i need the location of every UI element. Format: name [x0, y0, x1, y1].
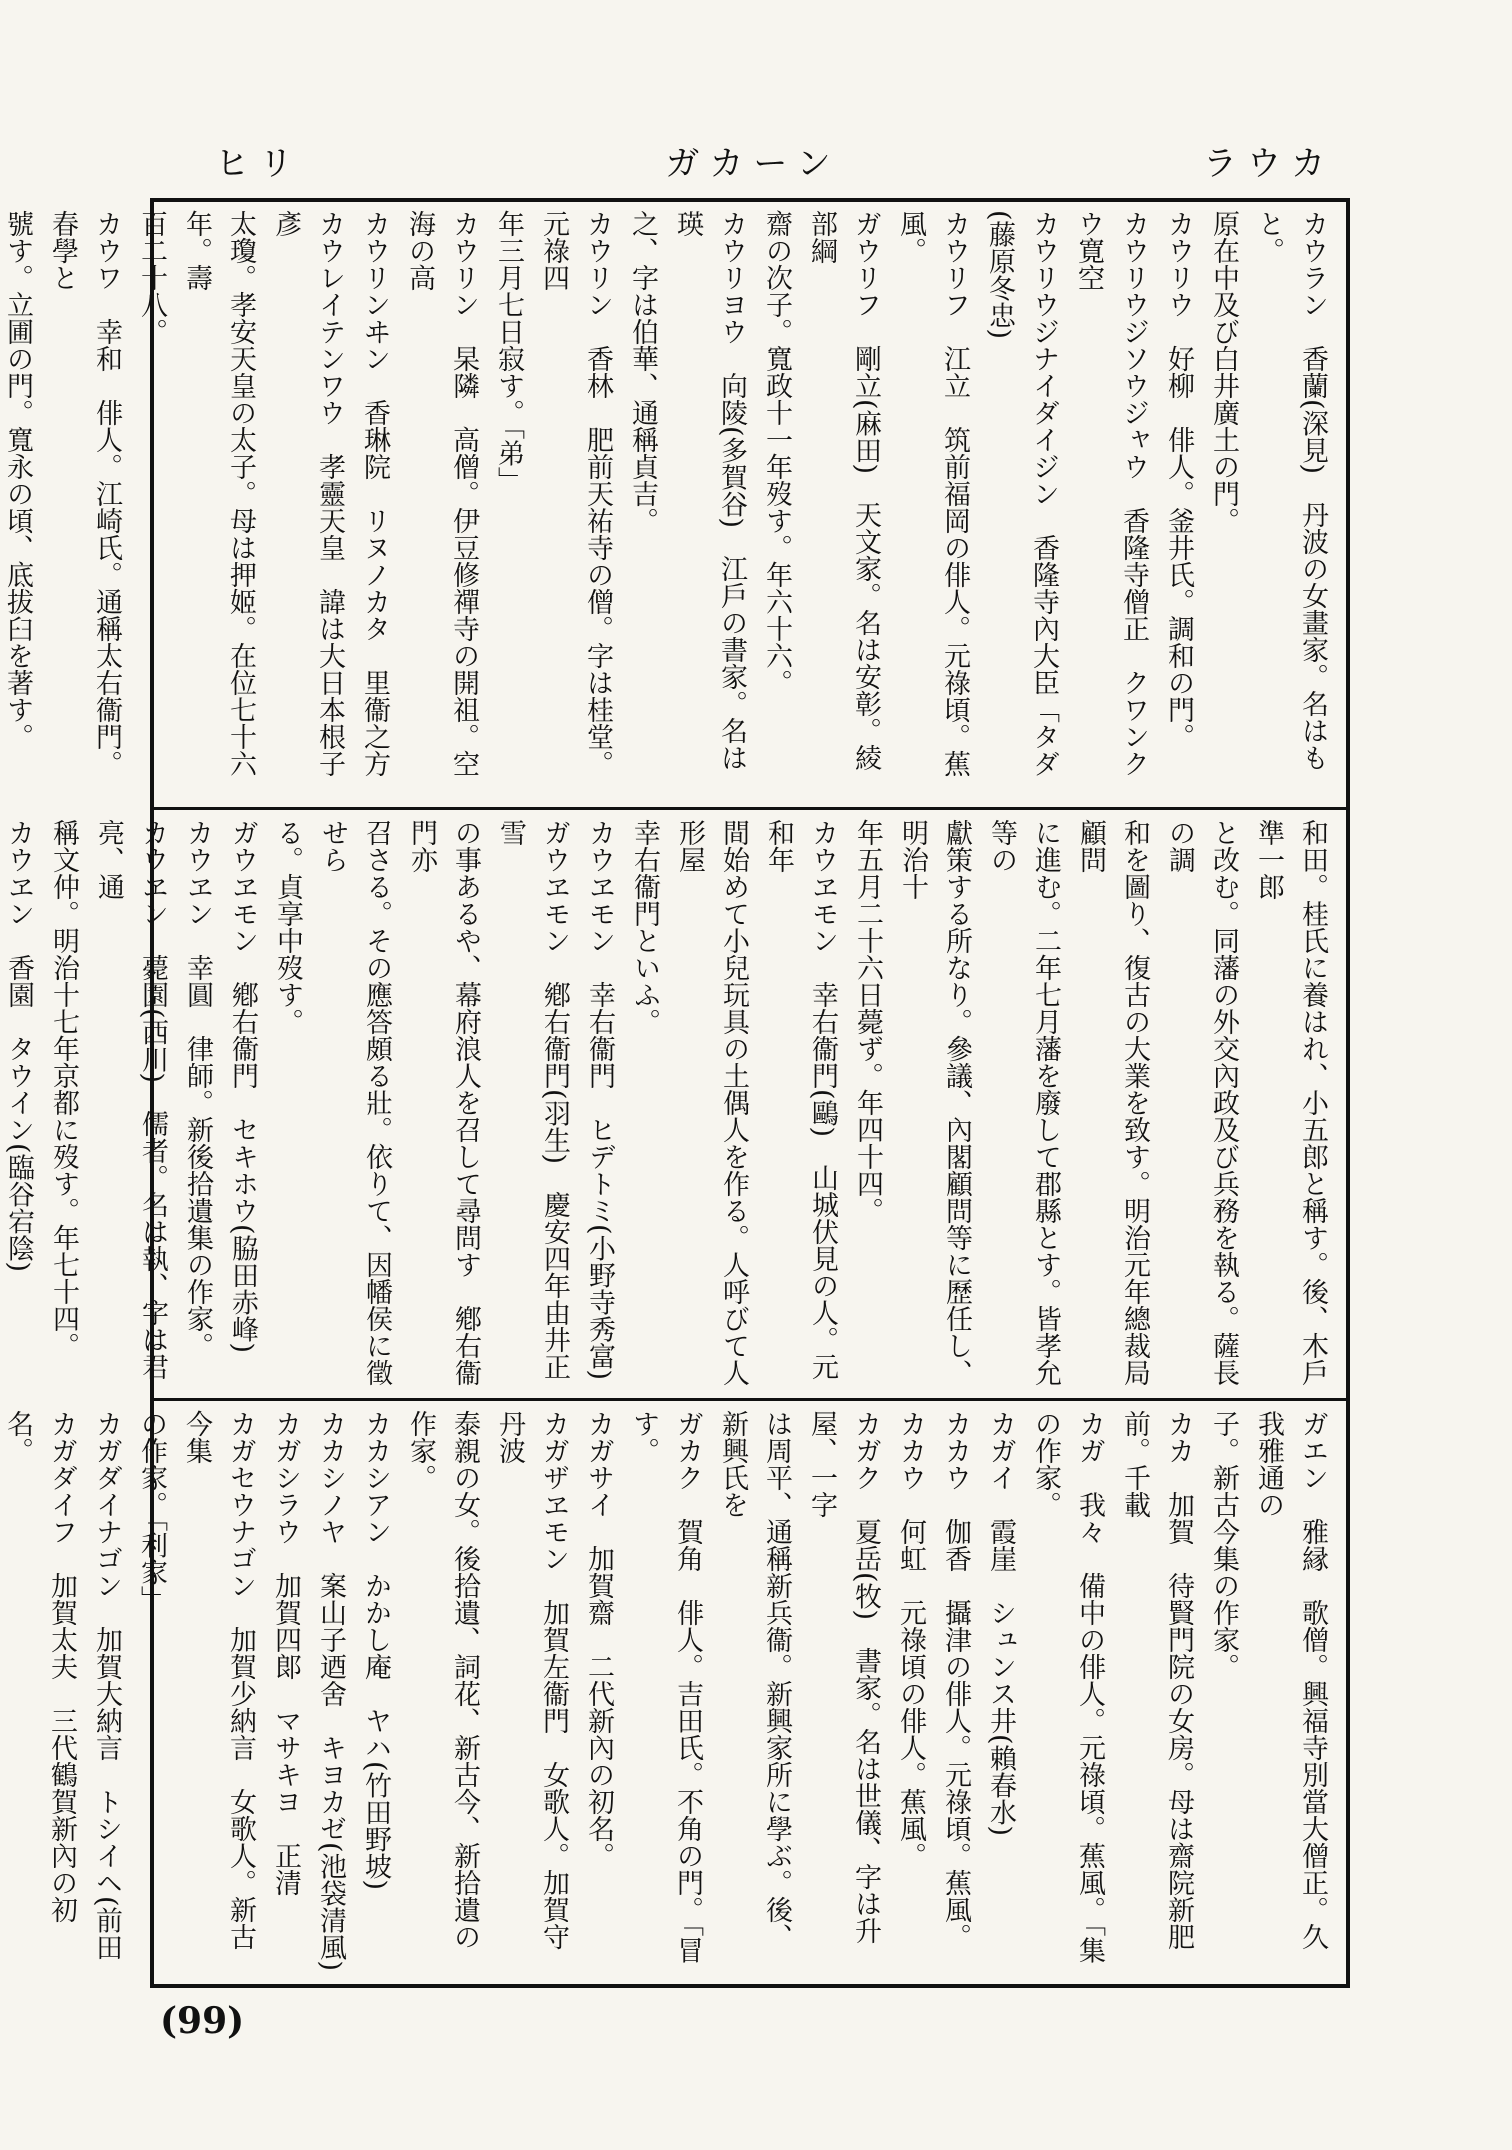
text-column: カウリウ 好柳 俳人。釜井氏。調和の門。 [1163, 210, 1194, 750]
text-column: る。貞享中歿す。 [272, 819, 303, 1035]
text-column: カウリフ 江立 筑前福岡の俳人。元祿頃。蕉風。 [895, 210, 970, 777]
text-column: 稱文仲。明治十七年京都に歿す。年七十四。 [48, 819, 79, 1359]
text-column: と改む。同藩の外交內政及び兵務を執る。薩長の調 [1164, 819, 1239, 1386]
text-column: カウリヨウ 向陵(多賀谷) 江戶の書家。名は瑛 [672, 210, 747, 772]
text-column: カウレイテンワウ 孝靈天皇 諱は大日本根子彥 [270, 210, 345, 777]
page-number: (99) [160, 2000, 245, 2042]
text-column: ガウヱモン 鄕右衞門(羽生) 慶安四年由井正雪 [495, 819, 570, 1381]
text-column: 和田。桂氏に養はれ、小五郎と稱す。後、木戶準一郎 [1253, 819, 1328, 1386]
section-divider [154, 1398, 1346, 1401]
header-right: ラウカ [1202, 143, 1335, 184]
text-column: ガカク 賀角 俳人。吉田氏。不角の門。「冒す。 [628, 1410, 703, 1964]
text-column: ガウリフ 剛立(麻田) 天文家。名は安彰。綾部綱 [806, 210, 881, 772]
text-column: カウリンヰン 香琳院 リヌノカタ 里衞之方 [359, 210, 390, 777]
text-column: カウラン 香蘭(深見) 丹波の女畫家。名はもと。 [1253, 210, 1328, 772]
text-column: カウリウジナイダイジン 香隆寺內大臣「タダ(藤原冬忠) [984, 210, 1059, 777]
text-column: カカウ 伽香 攝津の俳人。元祿頃。蕉風。 [940, 1410, 971, 1950]
text-column: カウヱモン 幸右衞門(鷗) 山城伏見の人。元和年 [763, 819, 838, 1381]
text-column: カカウ 何虹 元祿頃の俳人。蕉風。 [895, 1410, 926, 1869]
text-column: 號す。立圃の門。寬永の頃、底拔臼を著す。 [2, 210, 33, 750]
text-column: 子。新古今集の作家。 [1208, 1410, 1239, 1680]
text-column: に進む。二年七月藩を廢して郡縣とす。皆孝允等の [986, 819, 1061, 1386]
text-column: カウヱモン 幸右衞門 ヒデトミ(小野寺秀富) [584, 819, 615, 1381]
text-column: カガダイフ 加賀太夫 三代鶴賀新內の初名。 [2, 1410, 77, 1923]
section-bottom [2, 1402, 1346, 1984]
text-column: 間始めて小兒玩具の土偶人を作る。人呼びて人形屋 [674, 819, 749, 1386]
text-column: カガシラウ 加賀四郞 マサキヨ 正清 [270, 1410, 301, 1896]
text-column: 年五月二十六日薨ず。年四十四。 [852, 819, 883, 1224]
text-column: 年三月七日寂す。「弟」 [493, 210, 524, 494]
text-column: カガク 夏岳(牧) 書家。名は世儀、字は升屋、一字 [806, 1410, 881, 1945]
text-column: 獻策する所なり。參議、內閣顧問等に歷任し、明治十 [897, 819, 972, 1386]
section-top [2, 202, 1346, 807]
text-column: カガイ 霞崖 シュンス井(賴春水) [985, 1410, 1016, 1837]
text-column: カウヱン 幸圓 律師。新後拾遺集の作家。 [182, 819, 213, 1359]
text-column: 之、字は伯華、通稱貞吉。 [627, 210, 658, 534]
text-column: カウリン 杲隣 高僧。伊豆修禪寺の開祖。空海の高 [404, 210, 479, 777]
text-column: カウリン 香林 肥前天祐寺の僧。字は桂堂。元祿四 [538, 210, 613, 777]
header-mid: ガカーン [665, 143, 841, 184]
text-column: 百二十八。 [136, 210, 167, 345]
text-column: 和を圖り、復古の大業を致す。明治元年總裁局顧問 [1075, 819, 1150, 1386]
text-column: 太瓊。孝安天皇の太子。母は押姬。在位七十六年。壽 [181, 210, 256, 777]
text-column: カウワ 幸和 俳人。江崎氏。通稱太右衞門。春學と [47, 210, 122, 777]
text-column: の作家。「利家」 [136, 1410, 167, 1613]
text-column: カウヱン 香園 タウイン(臨谷宕陰) [3, 819, 34, 1273]
running-header [215, 140, 1335, 184]
text-column: カガセウナゴン 加賀少納言 女歌人。新古今集 [181, 1410, 256, 1950]
text-column: 召さる。その應答頗る壯。依りて、因幡侯に徵せら [317, 819, 392, 1386]
text-column: 幸右衞門といふ。 [629, 819, 660, 1035]
text-column: カガダイナゴン 加賀大納言 トシイヘ(前田 [91, 1410, 122, 1961]
page-frame [2, 198, 1350, 1988]
text-column: 齋の次子。寬政十一年歿す。年六十六。 [761, 210, 792, 696]
text-column: カガザヱモン 加賀左衞門 女歌人。加賀守丹波 [494, 1410, 569, 1950]
text-column: カカ 加賀 待賢門院の女房。母は齋院新肥前。千載 [1119, 1410, 1194, 1950]
text-column: カカシノヤ 案山子迺舍 キヨカゼ(池袋清風) [315, 1410, 346, 1972]
text-column: カガ 我々 備中の俳人。元祿頃。蕉風。「集の作家。 [1030, 1410, 1105, 1964]
text-column: ガエン 雅縁 歌僧。興福寺別當大僧正。久我雅通の [1253, 1410, 1328, 1950]
text-column: カカシアン かかし庵 ヤハ(竹田野坡) [360, 1410, 391, 1891]
text-column: カウリウジソウジャウ 香隆寺僧正 クワンク [1118, 210, 1149, 777]
text-column: ウ寛空 [1073, 210, 1104, 291]
text-column: 泰親の女。後拾遺、詞花、新古今、新拾遺の作家。 [405, 1410, 480, 1950]
text-column: の事あるや、幕府浪人を召して尋問す 鄕右衞門亦 [406, 819, 481, 1386]
text-column: ガウヱモン 鄕右衞門 セキホウ(脇田赤峰) [227, 819, 258, 1354]
text-column: カガサイ 加賀齋 二代新內の初名。 [583, 1410, 614, 1869]
section-divider [154, 807, 1346, 810]
text-column: は周平、通稱新兵衞。新興家所に學ぶ。後、新興氏を [717, 1410, 792, 1950]
section-middle [3, 811, 1346, 1398]
header-left: ヒリ [215, 143, 303, 184]
text-column: 原在中及び白井廣土の門。 [1208, 210, 1239, 534]
text-column: カウヱン 薨園(西川) 儒者。名は執、字は君亮、通 [93, 819, 168, 1381]
